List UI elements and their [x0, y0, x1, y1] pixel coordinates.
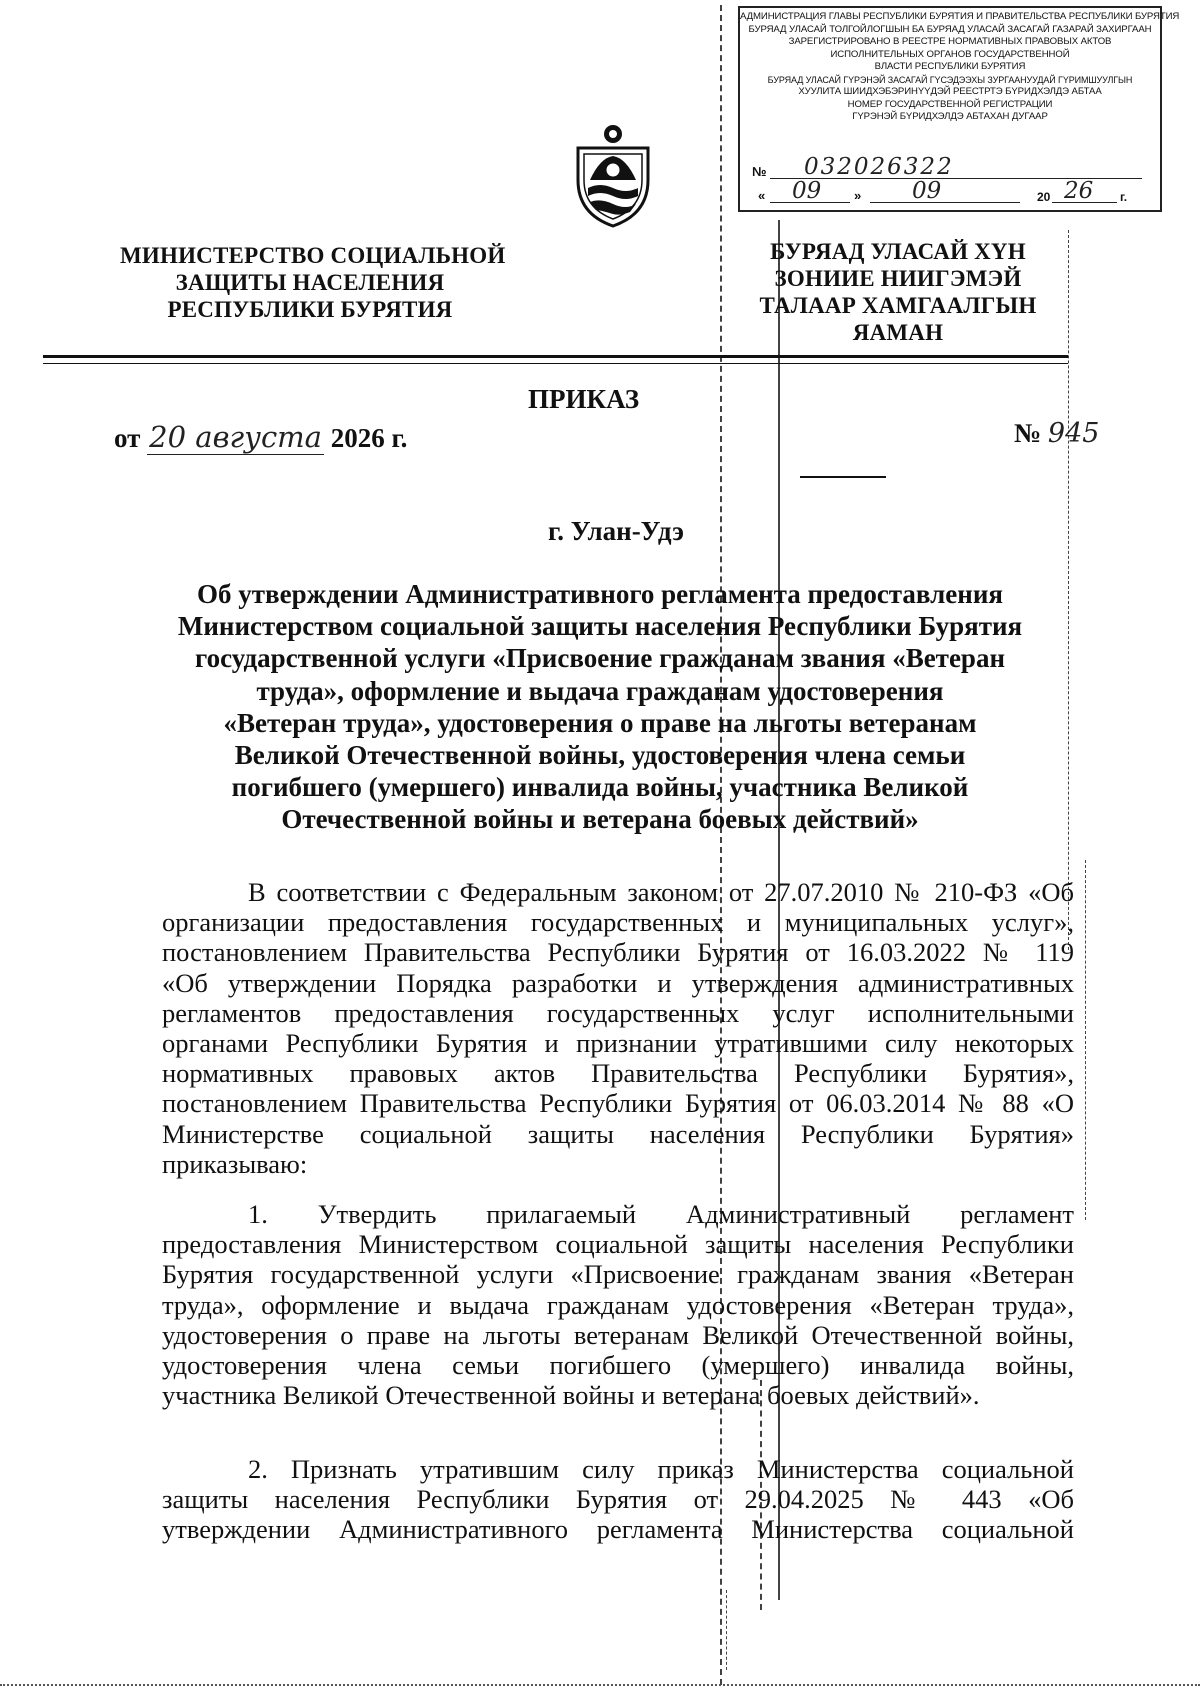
text-line: «Об утверждении Порядка разработки и утверждения административных: [162, 967, 1074, 998]
text-line: регламентов предоставления государственных услуг исполнительными: [162, 997, 1074, 1028]
ministry-name-bur: БУРЯАД УЛАСАЙ ХYН ЗОНИИЕ НИИГЭМЭЙ ТАЛААР ХАМГААЛГЫН ЯАМАН: [759, 239, 1037, 345]
text-line: Министерстве социальной защиты населения Республики Бурятия»: [162, 1118, 1074, 1149]
registration-stamp: [738, 6, 1180, 212]
text-line: труда», оформление и выдача гражданам удостоверения «Ветеран труда»,: [162, 1289, 1074, 1320]
text-line: защиты населения Республики Бурятия от 29.04.2025 № 443 «Об: [162, 1484, 1074, 1515]
emblem: [570, 118, 656, 228]
stamp-number-label: №: [752, 164, 767, 179]
text-line: участника Великой Отечественной войны и ветерана боевых действий».: [162, 1380, 980, 1411]
stamp-line: ВЛАСТИ РЕСПУБЛИКИ БУРЯТИЯ: [874, 61, 1026, 72]
order-date-prefix: от: [114, 423, 141, 453]
order-city: г. Улан-Удэ: [548, 516, 684, 546]
scan-artifact-line: [726, 1590, 727, 1670]
stamp-line: АДМИНИСТРАЦИЯ ГЛАВЫ РЕСПУБЛИКИ БУРЯТИЯ И ПРАВИТЕЛЬСТВА РЕСПУБЛИКИ БУРЯТИЯ: [740, 11, 1180, 22]
order-heading: ПРИКАЗ: [528, 384, 640, 414]
stamp-line: ЗАРЕГИСТРИРОВАНО В РЕЕСТРЕ НОРМАТИВНЫХ ПРАВОВЫХ АКТОВ: [788, 36, 1112, 47]
order-date: [114, 420, 407, 454]
text-line: организации предоставления государственных и муниципальных услуг»,: [162, 907, 1074, 938]
stamp-line: БУРЯАД УЛАСАЙ ТОЛГОЙЛОГШЫН БА БУРЯАД УЛАСАЙ ЗАСАГАЙ ГАЗАРАЙ ЗАХИРГААН: [748, 23, 1152, 35]
separator-dash: [800, 476, 886, 478]
text-line: приказываю:: [162, 1148, 308, 1179]
ministry-name-ru: МИНИСТЕРСТВО СОЦИАЛЬНОЙ ЗАЩИТЫ НАСЕЛЕНИЯ РЕСПУБЛИКИ БУРЯТИЯ: [120, 243, 506, 322]
text-line: предоставления Министерством социальной защиты населения Республики: [162, 1229, 1074, 1260]
stamp-line: БУРЯАД УЛАСАЙ ГYРЭНЭЙ ЗАСАГАЙ ГYСЭДЭЭХЫ ЗУРГААНУУДАЙ ГYРИМШУУЛГЫН: [767, 74, 1133, 85]
order-date-handwritten: 20 августа: [149, 420, 322, 454]
header-divider-thin: [43, 363, 1068, 364]
title-line: Отечественной войны и ветерана боевых действий»: [281, 804, 919, 835]
title-line: Великой Отечественной войны, удостоверения члена семьи: [234, 740, 966, 771]
text-line: 2. Признать утратившим силу приказ Министерства социальной: [248, 1454, 1074, 1484]
title-line: погибшего (умершего) инвалида войны, участника Великой: [231, 772, 969, 803]
stamp-date-row: « 09 » 09 20 26 г.: [758, 178, 1128, 204]
text-line: 1. Утвердить прилагаемый Административный регламент: [248, 1199, 1074, 1229]
preamble-paragraph: [162, 877, 1074, 1179]
scan-artifact-line: [1085, 860, 1086, 1220]
text-line: удостоверения о праве на льготы ветеранам Великой Отечественной войны,: [162, 1319, 1074, 1350]
order-title: [140, 578, 1060, 836]
header-divider-thick: [43, 355, 1068, 358]
stamp-line: ГYРЭНЭЙ БYРИДХЭЛДЭ АБТАХАН ДУГААР: [852, 111, 1048, 122]
stamp-number-handwritten: 032026322: [804, 154, 954, 180]
scan-bottom-edge: [0, 1684, 1200, 1686]
order-number-label: №: [1014, 418, 1042, 448]
text-line: В соответствии с Федеральным законом от 27.07.2010 № 210-ФЗ «Об: [248, 877, 1074, 907]
title-line: Министерством социальной защиты населения Республики Бурятия: [177, 611, 1023, 642]
title-line: труда», оформление и выдача гражданам удостоверения: [256, 675, 944, 706]
text-line: нормативных правовых актов Правительства Республики Бурятия»,: [162, 1058, 1074, 1089]
title-line: Об утверждении Административного регламента предоставления: [197, 579, 1003, 609]
scan-artifact-line: [720, 5, 722, 1685]
title-line: государственной услуги «Присвоение гражданам звания «Ветеран: [195, 643, 1005, 674]
text-line: постановлением Правительства Республики Бурятия от 06.03.2014 № 88 «О: [162, 1088, 1074, 1119]
stamp-date-month: 09: [912, 178, 942, 204]
order-number-handwritten: 945: [1047, 418, 1100, 449]
order-item-2: [162, 1454, 1074, 1545]
text-line: Бурятия государственной услуги «Присвоение гражданам звания «Ветеран: [162, 1259, 1074, 1290]
order-date-year: 2026 г.: [330, 423, 408, 453]
stamp-line: НОМЕР ГОСУДАРСТВЕННОЙ РЕГИСТРАЦИИ: [847, 98, 1053, 110]
text-line: органами Республики Бурятия и признании утратившими силу некоторых: [162, 1028, 1074, 1059]
stamp-date-year: 26: [1064, 178, 1094, 204]
stamp-number-row: [752, 154, 1142, 180]
order-number: [1014, 418, 1099, 449]
title-line: «Ветеран труда», удостоверения о праве на льготы ветеранам: [223, 707, 977, 738]
text-line: утверждении Административного регламента Министерства социальной: [162, 1514, 1074, 1545]
text-line: удостоверения члена семьи погибшего (умершего) инвалида войны,: [162, 1350, 1074, 1381]
scan-artifact-line: [1068, 230, 1069, 950]
coat-of-arms-icon: [570, 118, 656, 228]
stamp-line: ХУУЛИТА ШИИДХЭБЭРИНYYДЭЙ РЕЕСТРТЭ БYРИДХЭЛДЭ АБТАА: [798, 86, 1102, 97]
order-item-1: [162, 1199, 1074, 1410]
stamp-line: ИСПОЛНИТЕЛЬНЫХ ОРГАНОВ ГОСУДАРСТВЕННОЙ: [830, 48, 1070, 60]
stamp-date-day: 09: [792, 178, 822, 204]
text-line: постановлением Правительства Республики Бурятия от 16.03.2022 № 119: [162, 937, 1074, 968]
